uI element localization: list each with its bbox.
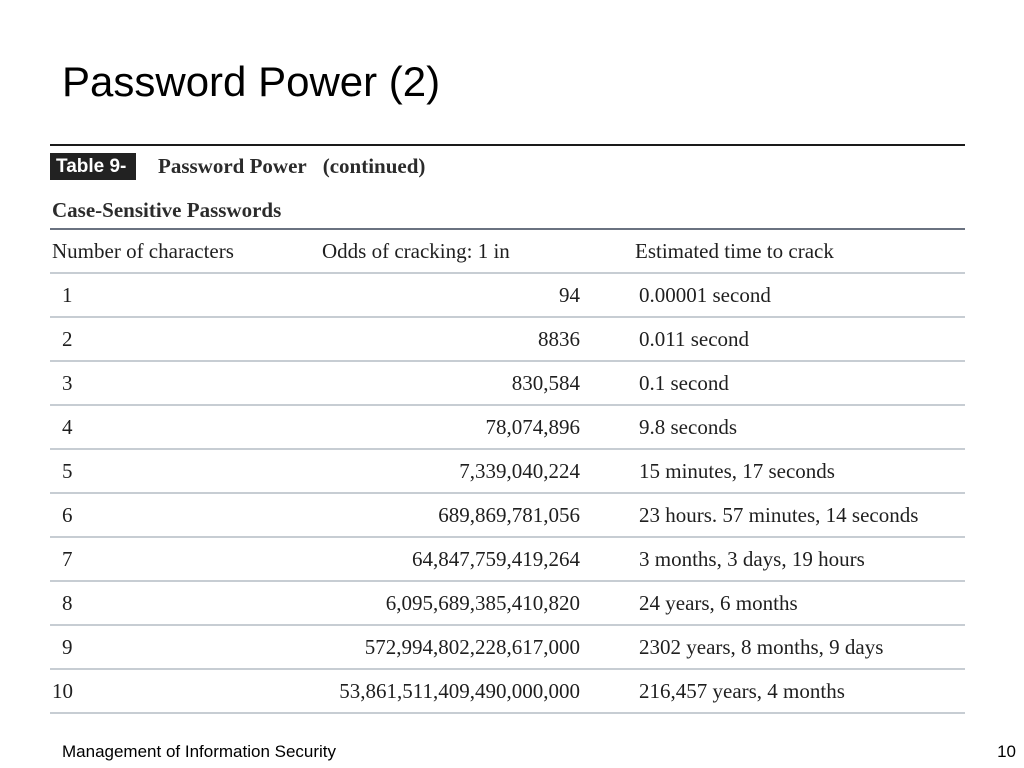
table-row <box>50 450 965 494</box>
cell-time: 23 hours. 57 minutes, 14 seconds <box>639 503 919 527</box>
cell-characters: 5 <box>62 459 73 483</box>
footer-course-title: Management of Information Security <box>62 742 337 761</box>
cell-odds: 8836 <box>538 327 580 351</box>
table-row <box>50 670 965 714</box>
table-row <box>50 362 965 406</box>
header-time: Estimated time to crack <box>635 239 834 263</box>
section-heading: Case-Sensitive Passwords <box>52 198 282 222</box>
cell-time: 0.1 second <box>639 371 729 395</box>
header-odds: Odds of cracking: 1 in <box>322 239 510 263</box>
cell-odds: 64,847,759,419,264 <box>412 547 580 571</box>
cell-time: 3 months, 3 days, 19 hours <box>639 547 865 571</box>
table-row <box>50 538 965 582</box>
table-row <box>50 318 965 362</box>
cell-time: 0.00001 second <box>639 283 771 307</box>
table-caption <box>50 152 426 204</box>
cell-odds: 689,869,781,056 <box>438 503 580 527</box>
cell-odds: 7,339,040,224 <box>459 459 580 483</box>
cell-characters: 2 <box>62 327 73 351</box>
cell-characters: 1 <box>62 283 73 307</box>
cell-time: 24 years, 6 months <box>639 591 798 615</box>
password-power-table <box>50 230 965 714</box>
cell-odds: 6,095,689,385,410,820 <box>385 591 580 615</box>
table-row <box>50 494 965 538</box>
table-number-label: Table 9-1 <box>50 153 136 180</box>
cell-characters: 4 <box>62 415 73 439</box>
cell-odds: 53,861,511,409,490,000,000 <box>339 679 580 703</box>
slide-title: Password Power (2) <box>62 58 441 105</box>
table-row <box>50 274 965 318</box>
cell-odds: 572,994,802,228,617,000 <box>364 635 580 659</box>
table-header-row <box>50 230 965 274</box>
cell-time: 2302 years, 8 months, 9 days <box>639 635 884 659</box>
cell-odds: 94 <box>559 283 580 307</box>
table-continued-label: (continued) <box>322 153 426 178</box>
cell-characters: 8 <box>62 591 73 615</box>
cell-time: 9.8 seconds <box>639 415 737 439</box>
header-characters: Number of characters <box>52 239 234 263</box>
table-top-rule <box>50 144 965 146</box>
cell-time: 15 minutes, 17 seconds <box>639 459 835 483</box>
cell-characters: 9 <box>62 635 73 659</box>
cell-time: 0.011 second <box>639 327 750 351</box>
table-name: Password Power <box>158 153 307 178</box>
cell-characters: 3 <box>62 371 73 395</box>
table-row <box>50 582 965 626</box>
cell-characters: 10 <box>52 679 73 703</box>
table-row <box>50 406 965 450</box>
cell-odds: 78,074,896 <box>485 415 580 439</box>
slide-page-number: 10 <box>997 742 1016 761</box>
cell-odds: 830,584 <box>511 371 580 395</box>
cell-time: 216,457 years, 4 months <box>639 679 845 703</box>
cell-characters: 7 <box>62 547 73 571</box>
table-row <box>50 626 965 670</box>
cell-characters: 6 <box>62 503 73 527</box>
